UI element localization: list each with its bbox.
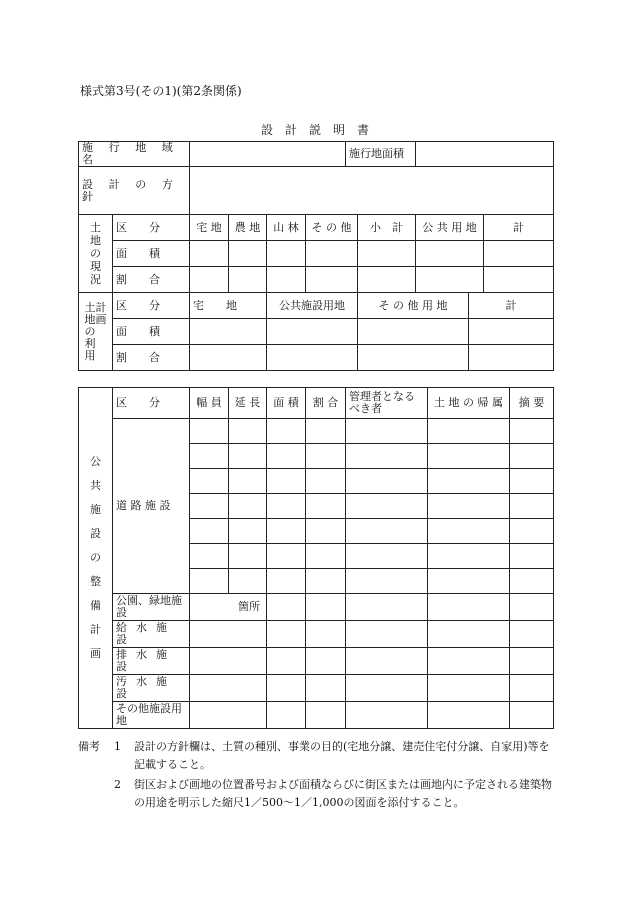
note-2 xyxy=(78,776,558,812)
note-text: 街区および画地の位置番号および面積ならびに街区または画地内に予定される建築物の用途を明示した縮尺1／500～1／1,000の図面を添付すること。 xyxy=(134,778,552,809)
cell[interactable] xyxy=(267,702,306,729)
cell[interactable] xyxy=(306,702,346,729)
cell[interactable] xyxy=(190,444,229,469)
cell[interactable] xyxy=(267,544,306,569)
cell[interactable] xyxy=(190,469,229,494)
note-number: 2 xyxy=(114,778,121,791)
cell[interactable] xyxy=(267,519,306,544)
cell[interactable] xyxy=(510,544,554,569)
cell[interactable] xyxy=(229,569,267,594)
cell[interactable] xyxy=(306,444,346,469)
cell[interactable] xyxy=(358,267,416,293)
sewage-label: 汚 水 施 設 xyxy=(113,675,190,702)
cell[interactable] xyxy=(190,241,229,267)
col-encho: 延 長 xyxy=(229,388,267,419)
kubun-label-3: 区 分 xyxy=(113,388,190,419)
cell[interactable] xyxy=(267,621,306,648)
document-title: 設 計 説 明 書 xyxy=(260,123,369,137)
note-1 xyxy=(78,738,558,774)
cell[interactable] xyxy=(428,675,510,702)
cell[interactable] xyxy=(346,444,428,469)
cell[interactable] xyxy=(306,469,346,494)
cell[interactable] xyxy=(428,444,510,469)
col-fukuin: 幅 員 xyxy=(190,388,229,419)
cell[interactable] xyxy=(469,319,554,345)
cell[interactable] xyxy=(469,345,554,371)
site-name-label: 施 行 地 域 名 xyxy=(79,142,190,167)
cell[interactable] xyxy=(229,267,267,293)
cell[interactable] xyxy=(267,319,358,345)
cell[interactable] xyxy=(428,469,510,494)
site-area-field[interactable] xyxy=(416,142,554,167)
cell[interactable] xyxy=(510,675,554,702)
cell[interactable] xyxy=(229,419,267,444)
cell[interactable] xyxy=(306,267,358,293)
cell[interactable] xyxy=(416,241,484,267)
cell[interactable] xyxy=(428,494,510,519)
other-label: その他施設用 地 xyxy=(113,702,190,729)
cell[interactable] xyxy=(428,621,510,648)
cell[interactable] xyxy=(358,241,416,267)
cell[interactable] xyxy=(306,494,346,519)
kubun-label-2: 区 分 xyxy=(113,293,190,319)
cell[interactable] xyxy=(190,544,229,569)
cell[interactable] xyxy=(190,569,229,594)
col-kokyo-yochi: 公 共 用 地 xyxy=(416,215,484,241)
col-shokei: 小 計 xyxy=(358,215,416,241)
land-plan-label: 土 地 の 利 用 計 画 xyxy=(79,293,113,371)
cell[interactable] xyxy=(190,621,267,648)
park-label: 公園、緑地施設 xyxy=(113,594,190,621)
cell[interactable] xyxy=(306,648,346,675)
cell[interactable] xyxy=(510,494,554,519)
cell[interactable] xyxy=(306,594,346,621)
cell[interactable] xyxy=(190,319,267,345)
cell[interactable] xyxy=(306,544,346,569)
note-text: 設計の方針欄は、土質の種別、事業の目的(宅地分譲、建売住宅付分譲、自家用)等を記載すること。 xyxy=(134,740,550,771)
cell[interactable] xyxy=(346,469,428,494)
cell[interactable] xyxy=(267,419,306,444)
note-number: 1 xyxy=(114,740,121,753)
cell[interactable] xyxy=(428,419,510,444)
cell[interactable] xyxy=(229,241,267,267)
policy-label: 設 計 の 方 針 xyxy=(79,167,190,215)
cell[interactable] xyxy=(428,569,510,594)
wariai-label: 割 合 xyxy=(113,267,190,293)
cell[interactable] xyxy=(428,702,510,729)
land-table xyxy=(78,141,554,371)
cell[interactable] xyxy=(346,569,428,594)
public-facilities-label: 公 共 施 設 の 整 備 計 画 xyxy=(79,388,113,729)
cell[interactable] xyxy=(267,267,306,293)
site-area-label: 施行地面積 xyxy=(346,142,416,167)
land-current-label: 土 地 の 現 況 xyxy=(79,215,113,293)
col-sanrin: 山 林 xyxy=(267,215,306,241)
cell[interactable] xyxy=(510,569,554,594)
cell[interactable] xyxy=(358,319,469,345)
cell[interactable] xyxy=(267,594,306,621)
cell[interactable] xyxy=(190,519,229,544)
cell[interactable] xyxy=(229,519,267,544)
cell[interactable] xyxy=(190,267,229,293)
plan-col-kei: 計 xyxy=(469,293,554,319)
cell[interactable] xyxy=(306,675,346,702)
cell[interactable] xyxy=(358,345,469,371)
cell[interactable] xyxy=(484,241,554,267)
col-takuchi: 宅 地 xyxy=(190,215,229,241)
cell[interactable] xyxy=(346,702,428,729)
col-menseki: 面 積 xyxy=(267,388,306,419)
cell[interactable] xyxy=(267,569,306,594)
menseki-label-2: 面 積 xyxy=(113,319,190,345)
col-nouchi: 農 地 xyxy=(229,215,267,241)
notes xyxy=(78,738,558,812)
cell[interactable] xyxy=(510,702,554,729)
cell[interactable] xyxy=(229,544,267,569)
cell[interactable] xyxy=(190,648,267,675)
cell[interactable] xyxy=(229,469,267,494)
cell[interactable] xyxy=(190,675,267,702)
cell[interactable] xyxy=(346,621,428,648)
cell[interactable] xyxy=(267,469,306,494)
cell[interactable] xyxy=(510,469,554,494)
facilities-table xyxy=(78,387,554,729)
cell[interactable] xyxy=(306,241,358,267)
cell[interactable] xyxy=(428,648,510,675)
drain-label: 排 水 施 設 xyxy=(113,648,190,675)
cell[interactable] xyxy=(346,648,428,675)
plan-col-sonota: そ の 他 用 地 xyxy=(358,293,469,319)
water-label: 給 水 施 設 xyxy=(113,621,190,648)
cell[interactable] xyxy=(484,267,554,293)
cell[interactable] xyxy=(306,569,346,594)
cell[interactable] xyxy=(190,419,229,444)
plan-col-kokyo: 公共施設用地 xyxy=(267,293,358,319)
col-kanrisha: 管理者となるべき者 xyxy=(346,388,428,419)
kubun-label: 区 分 xyxy=(113,215,190,241)
cell[interactable] xyxy=(346,519,428,544)
park-unit: 箇所 xyxy=(190,594,267,621)
cell[interactable] xyxy=(346,494,428,519)
cell[interactable] xyxy=(306,519,346,544)
plan-col-takuchi: 宅 地 xyxy=(190,293,267,319)
cell[interactable] xyxy=(428,544,510,569)
cell[interactable] xyxy=(428,519,510,544)
cell[interactable] xyxy=(510,519,554,544)
cell[interactable] xyxy=(267,494,306,519)
policy-field[interactable] xyxy=(190,167,554,215)
cell[interactable] xyxy=(267,648,306,675)
cell[interactable] xyxy=(267,675,306,702)
cell[interactable] xyxy=(346,419,428,444)
site-name-field[interactable] xyxy=(190,142,346,167)
cell[interactable] xyxy=(428,594,510,621)
cell[interactable] xyxy=(346,594,428,621)
cell[interactable] xyxy=(267,345,358,371)
cell[interactable] xyxy=(229,494,267,519)
cell[interactable] xyxy=(306,419,346,444)
col-wariai: 割 合 xyxy=(306,388,346,419)
cell[interactable] xyxy=(267,241,306,267)
col-kei: 計 xyxy=(484,215,554,241)
notes-label: 備考 xyxy=(78,740,100,753)
cell[interactable] xyxy=(190,494,229,519)
menseki-label: 面 積 xyxy=(113,241,190,267)
form-header: 様式第3号(その1)(第2条関係) xyxy=(80,84,242,98)
col-sonota: そ の 他 xyxy=(306,215,358,241)
cell[interactable] xyxy=(267,444,306,469)
col-kizoku: 土 地 の 帰 属 xyxy=(428,388,510,419)
cell[interactable] xyxy=(346,544,428,569)
cell[interactable] xyxy=(510,444,554,469)
cell[interactable] xyxy=(510,419,554,444)
cell[interactable] xyxy=(229,444,267,469)
cell[interactable] xyxy=(510,648,554,675)
cell[interactable] xyxy=(306,621,346,648)
cell[interactable] xyxy=(510,621,554,648)
wariai-label-2: 割 合 xyxy=(113,345,190,371)
col-tekiyo: 摘 要 xyxy=(510,388,554,419)
cell[interactable] xyxy=(190,345,267,371)
cell[interactable] xyxy=(510,594,554,621)
road-label: 道 路 施 設 xyxy=(113,419,190,594)
cell[interactable] xyxy=(346,675,428,702)
cell[interactable] xyxy=(416,267,484,293)
